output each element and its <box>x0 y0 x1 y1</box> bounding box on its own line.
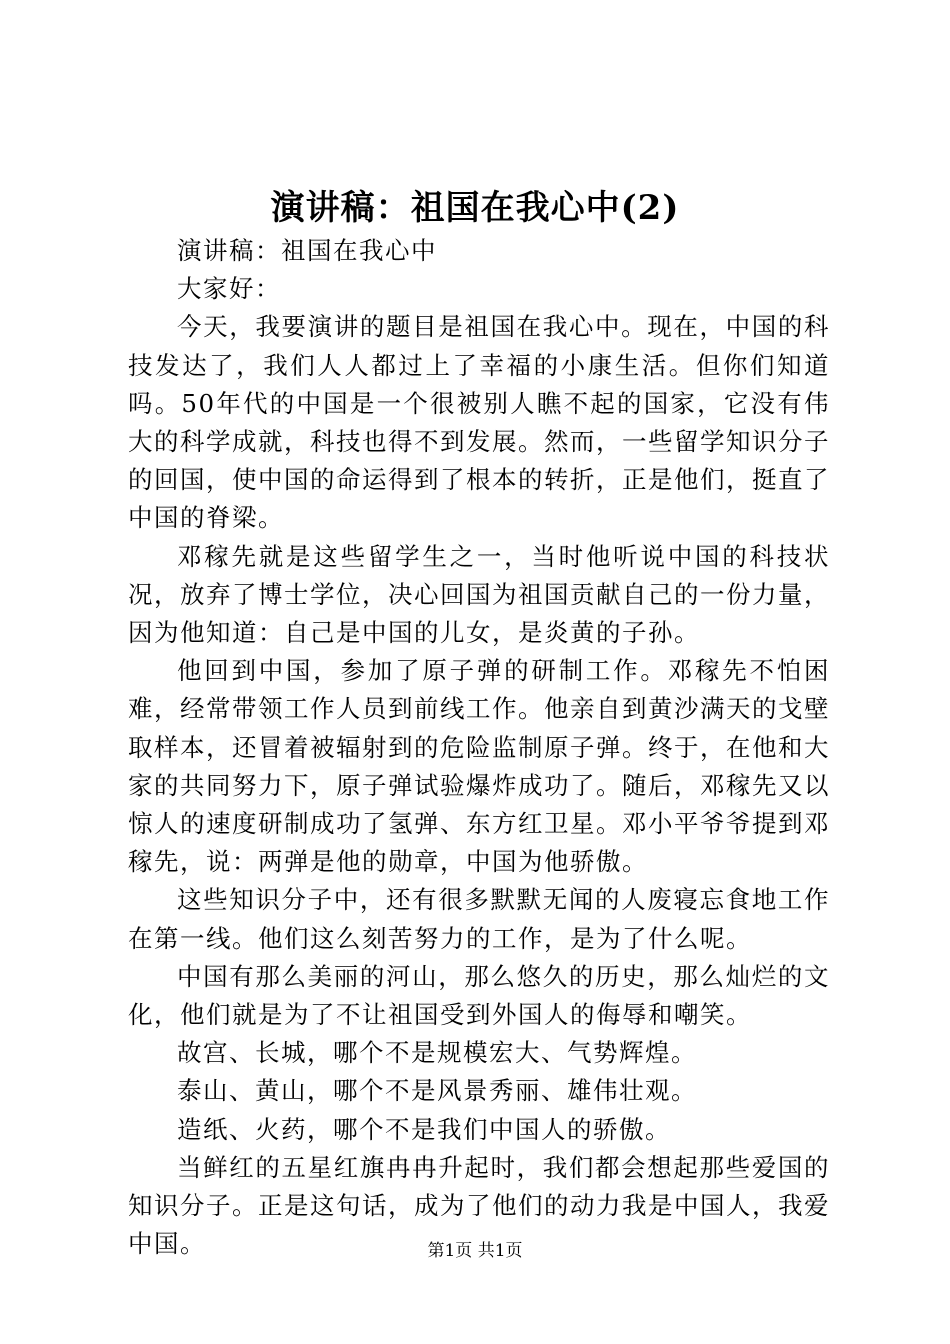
paragraph: 中国有那么美丽的河山，那么悠久的历史，那么灿烂的文化，他们就是为了不让祖国受到外国人的侮辱和嘲笑。 <box>128 961 830 1030</box>
paragraph: 造纸、火药，哪个不是我们中国人的骄傲。 <box>177 1114 671 1144</box>
paragraph: 他回到中国，参加了原子弹的研制工作。邓稼先不怕困难，经常带领工作人员到前线工作。他亲自到黄沙满天的戈壁取样本，还冒着被辐射到的危险监制原子弹。终于，在他和大家的共同努力下，原子弹试验爆炸成功了。随后，邓稼先又以惊人的速度研制成功了氢弹、东方红卫星。邓小平爷爷提到邓稼先，说：两弹是他的勋章，中国为他骄傲。 <box>128 656 830 877</box>
paragraph-greeting: 大家好： <box>177 274 281 304</box>
paragraph: 这些知识分子中，还有很多默默无闻的人废寝忘食地工作在第一线。他们这么刻苦努力的工作，是为了什么呢。 <box>128 885 830 953</box>
paragraph: 邓稼先就是这些留学生之一，当时他听说中国的科技状况，放弃了博士学位，决心回国为祖国贡献自己的一份力量，因为他知道：自己是中国的儿女，是炎黄的子孙。 <box>128 541 830 648</box>
paragraph: 当鲜红的五星红旗冉冉升起时，我们都会想起那些爱国的知识分子。正是这句话，成为了他们的动力我是中国人，我爱中国。 <box>128 1152 830 1259</box>
paragraph: 故宫、长城，哪个不是规模宏大、气势辉煌。 <box>177 1038 697 1068</box>
paragraph-heading: 演讲稿：祖国在我心中 <box>177 236 437 265</box>
page-footer: 第1页 共1页 <box>427 1241 523 1261</box>
paragraph: 今天，我要演讲的题目是祖国在我心中。现在，中国的科技发达了，我们人人都过上了幸福的小康生活。但你们知道吗。50年代的中国是一个很被别人瞧不起的国家，它没有伟大的科学成就，科技也得不到发展。然而，一些留学知识分子的回国，使中国的命运得到了根本的转折，正是他们，挺直了中国的脊梁。 <box>128 312 830 533</box>
paragraph: 泰山、黄山，哪个不是风景秀丽、雄伟壮观。 <box>177 1076 697 1106</box>
document-title: 演讲稿：祖国在我心中(2) <box>270 188 680 228</box>
document-body <box>128 232 830 1263</box>
